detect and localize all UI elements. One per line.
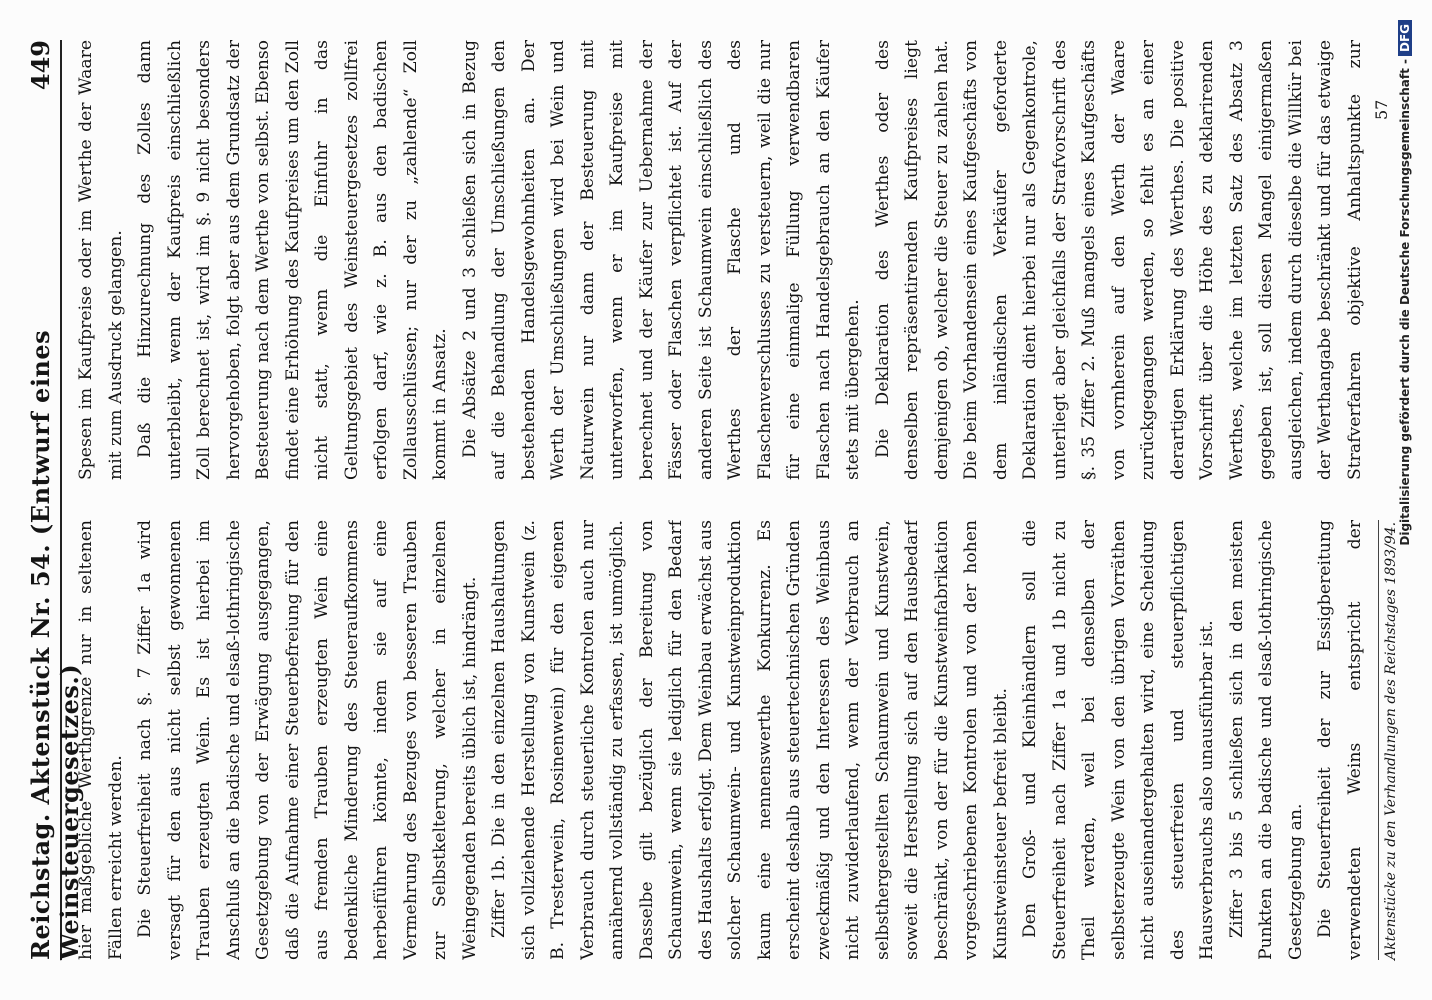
left-column <box>72 520 1372 960</box>
paragraph: Spesen im Kaufpreise oder im Werthe der Waare mit zum Ausdruck gelangen. <box>76 40 126 480</box>
paragraph: Den Groß- und Kleinhändlern soll die Steuerfreiheit nach Ziffer 1a und 1b nicht zu Theil werden, weil bei denselben der selbsterzeugte Wein von den übrigen Vorräthen nicht auseinandergehalten wird, eine Scheidung des steuerfreien und steuerpflichtigen Hausverbrauchs also unausführbar ist. <box>1020 520 1217 960</box>
page-signature: 57 <box>1372 99 1391 120</box>
running-header <box>20 40 84 960</box>
paragraph: Ziffer 1b. Die in den einzelnen Haushaltungen sich vollziehende Herstellung von Kunstwein (z. B. Tresterwein, Rosinenwein) für den eigenen Verbrauch durch steuerliche Kontrolen auch nur annähernd vollständig zu erfassen, ist unmöglich. Dasselbe gilt bezüglich der Bereitung von Schaumwein, wenn sie lediglich für den Bedarf des Haushalts erfolgt. Dem Weinbau erwächst aus solcher Schaumwein- und Kunstweinproduktion kaum eine nennenswerthe Konkurrenz. Es erscheint deshalb aus steuertechnischen Gründen zweckmäßig und den Interessen des Weinbaus nicht zuwiderlaufend, wenn der Verbrauch an selbsthergestellten Schaumwein und Kunstwein, soweit die Herstellung sich auf den Hausbedarf beschränkt, von der für die Kunstweinfabrikation vorgeschriebenen Kontrolen und von der hohen Kunstweinsteuer befreit bleibt. <box>489 520 1011 960</box>
page-number: 449 <box>26 40 55 91</box>
paragraph: Ziffer 3 bis 5 schließen sich in den meisten Punkten an die badische und elsaß-lothringische Gesetzgebung an. <box>1226 520 1306 960</box>
paragraph: Die Deklaration des Werthes oder des denselben repräsentirenden Kaufpreises liegt demjenigen ob, welcher die Steuer zu zahlen hat. Die beim Vorhandensein eines Kaufgeschäfts von dem inländischen Verkäufer geforderte Deklaration dient hierbei nur als Gegenkontrole, unterliegt aber gleichfalls der Strafvorschrift des §. 35 Ziffer 2. Muß mangels eines Kaufgeschäfts von vornherein auf den Werth der Waare zurückgegangen werden, so fehlt es an einer derartigen Erklärung des Werthes. Die positive Vorschrift über die Höhe des zu deklarirenden Werthes, welche im letzten Satz des Absatz 3 gegeben ist, soll diesen Mangel einigermaßen ausgleichen, indem durch dieselbe die Willkür bei der Werthangabe beschränkt und für das etwaige Strafverfahren objektive Anhaltspunkte zur <box>872 40 1365 480</box>
paragraph: hier maßgebliche Werthgrenze nur in seltenen Fällen erreicht werden. <box>76 520 126 960</box>
dfg-logo: DFG <box>1398 20 1412 56</box>
footer-note: Aktenstücke zu den Verhandlungen des Reichstages 1893/94. <box>1378 520 1399 960</box>
paragraph: Die Steuerfreiheit nach §. 7 Ziffer 1a wird versagt für den aus nicht selbst gewonnenen Trauben erzeugten Wein. Es ist hierbei im Anschluß an die badische und elsaß-lothringische Gesetzgebung von der Erwägung ausgegangen, daß die Aufnahme einer Steuerbefreiung für den aus fremden Trauben erzeugten Wein eine bedenkliche Minderung des Steueraufkommens herbeiführen könnte, indem sie auf eine Vermehrung des Bezuges von besseren Trauben zur Selbstkelterung, welcher in einzelnen Weingegenden bereits üblich ist, hindrängt. <box>135 520 480 960</box>
paragraph: Die Steuerfreiheit der zur Essigbereitung verwendeten Weins entspricht der <box>1315 520 1365 960</box>
watermark-text: Digitalisierung gefördert durch die Deutsche Forschungsgemeinschaft - <box>1398 59 1412 546</box>
paragraph: Daß die Hinzurechnung des Zolles dann unterbleibt, wenn der Kaufpreis einschließlich Zoll berechnet ist, wird im §. 9 nicht besonders hervorgehoben, folgt aber aus dem Grundsatz der Besteuerung nach dem Werthe von selbst. Ebenso findet eine Erhöhung des Kaufpreises um den Zoll nicht statt, wenn die Einfuhr in das Geltungsgebiet des Weinsteuergesetzes zollfrei erfolgen darf, wie z. B. aus den badischen Zollausschlüssen; nur der zu „zahlende“ Zoll kommt in Ansatz. <box>135 40 450 480</box>
paragraph: Die Absätze 2 und 3 schließen sich in Bezug auf die Behandlung der Umschließungen den bestehenden Handelsgewohnheiten an. Der Werth der Umschließungen wird bei Wein und Naturwein nur dann der Besteuerung mit unterworfen, wenn er im Kaufpreise mit berechnet und der Käufer zur Uebernahme der Fässer oder Flaschen verpflichtet ist. Auf der anderen Seite ist Schaumwein einschließlich des Werthes der Flasche und des Flaschenverschlusses zu versteuern, weil die nur für eine einmalige Füllung verwendbaren Flaschen nach Handelsgebrauch an den Käufer stets mit übergehen. <box>459 40 863 480</box>
right-column <box>72 40 1372 480</box>
header-title: Reichstag. Aktenstück Nr. 54. (Entwurf eines Weinsteuergesetzes.) <box>26 329 84 960</box>
digitization-watermark <box>1398 20 1412 980</box>
